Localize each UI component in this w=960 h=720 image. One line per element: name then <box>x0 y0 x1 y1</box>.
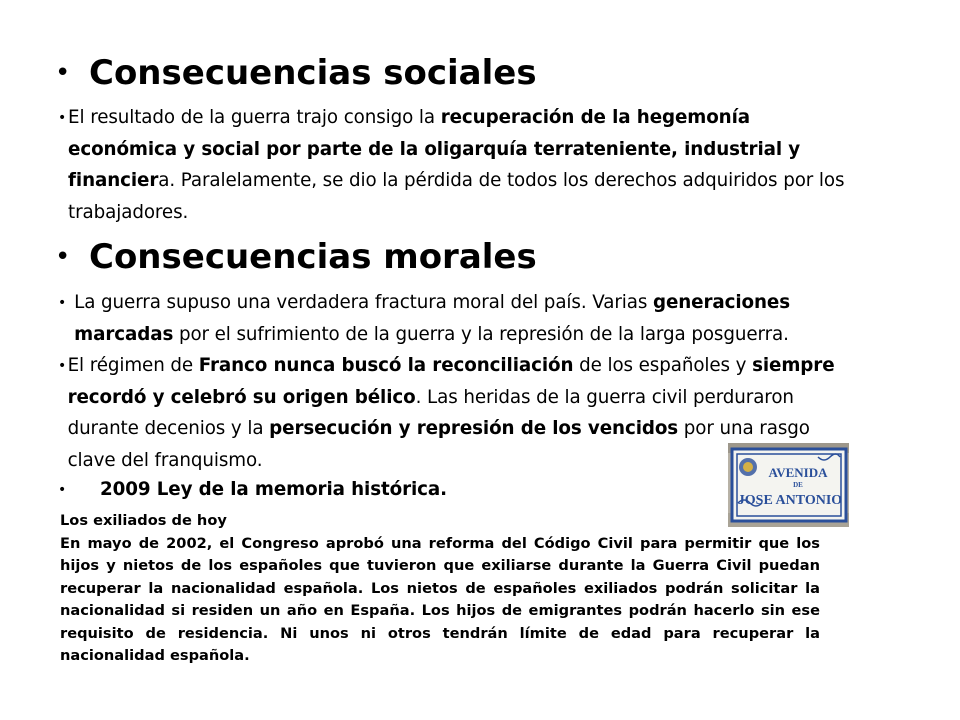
paragraph-moral-2-bold-2: siempre recordó y celebró su origen bélico <box>67 355 835 408</box>
paragraph-moral-1-bold-1: generaciones marcadas <box>74 292 790 345</box>
heading-moral: Consecuencias morales <box>89 237 537 277</box>
bullet-icon: • <box>55 242 71 272</box>
note-block <box>60 510 820 668</box>
note-body: En mayo de 2002, el Congreso aprobó una reforma del Código Civil para permitir que los hijos y nietos de los españoles que tuvieron que exiliarse durante la Guerra Civil puedan recuperar la nacionalidad española. Los nietos de españoles exiliados podrán solicitar la nacionalidad si residen un año en España. Los hijos de emigrantes podrán hacerlo sin ese requisito de residencia. Ni unos ni otros tendrán límite de edad para recuperar la nacionalidad española. <box>60 534 820 664</box>
paragraph-moral-1-row <box>58 287 848 350</box>
paragraph-moral-2-text-4: por una rasgo clave del franquismo. <box>67 418 810 471</box>
paragraph-moral-1-text-1: La guerra supuso una verdadera fractura moral del país. Varias <box>74 292 653 313</box>
paragraph-moral-2-text-2: de los españoles y <box>573 355 753 376</box>
heading-moral-row <box>55 238 537 276</box>
bullet-icon: • <box>58 110 67 126</box>
paragraph-moral-2-text-1: El régimen de <box>67 355 199 376</box>
paragraph-moral-1-text-2: por el sufrimiento de la guerra y la represión de la larga posguerra. <box>173 323 789 345</box>
sign-line-2: DE <box>793 481 803 489</box>
note-title: Los exiliados de hoy <box>60 512 227 529</box>
bullet-icon: • <box>58 482 67 498</box>
bullet-icon: • <box>58 358 67 374</box>
paragraph-moral-2-text-3: . Las heridas de la guerra civil perduraron durante decenios y la <box>67 386 794 439</box>
bullet-icon: • <box>55 58 71 88</box>
sign-line-3: JOSE ANTONIO <box>737 493 843 508</box>
paragraph-social-row <box>58 102 848 228</box>
bullet-icon: • <box>58 295 67 311</box>
heading-social-row <box>55 54 537 92</box>
paragraph-social-text-1: El resultado de la guerra trajo consigo la <box>68 107 441 128</box>
paragraph-moral-2-bold-3: persecución y represión de los vencidos <box>269 418 679 439</box>
paragraph-moral-1 <box>74 287 848 350</box>
paragraph-social <box>68 102 848 228</box>
paragraph-social-text-2: a. Paralelamente, se dio la pérdida de todos los derechos adquiridos por los trabajadores. <box>68 170 845 223</box>
paragraph-law: 2009 Ley de la memoria histórica. <box>100 479 447 500</box>
paragraph-moral-2-bold-1: Franco nunca buscó la reconciliación <box>198 355 574 376</box>
paragraph-social-bold-1: recuperación de la hegemonía económica y social por parte de la oligarquía terrateniente, industrial y financier <box>68 107 801 191</box>
paragraph-law-row <box>58 474 447 506</box>
sign-line-1: AVENIDA <box>768 465 828 480</box>
heading-social: Consecuencias sociales <box>89 53 537 93</box>
